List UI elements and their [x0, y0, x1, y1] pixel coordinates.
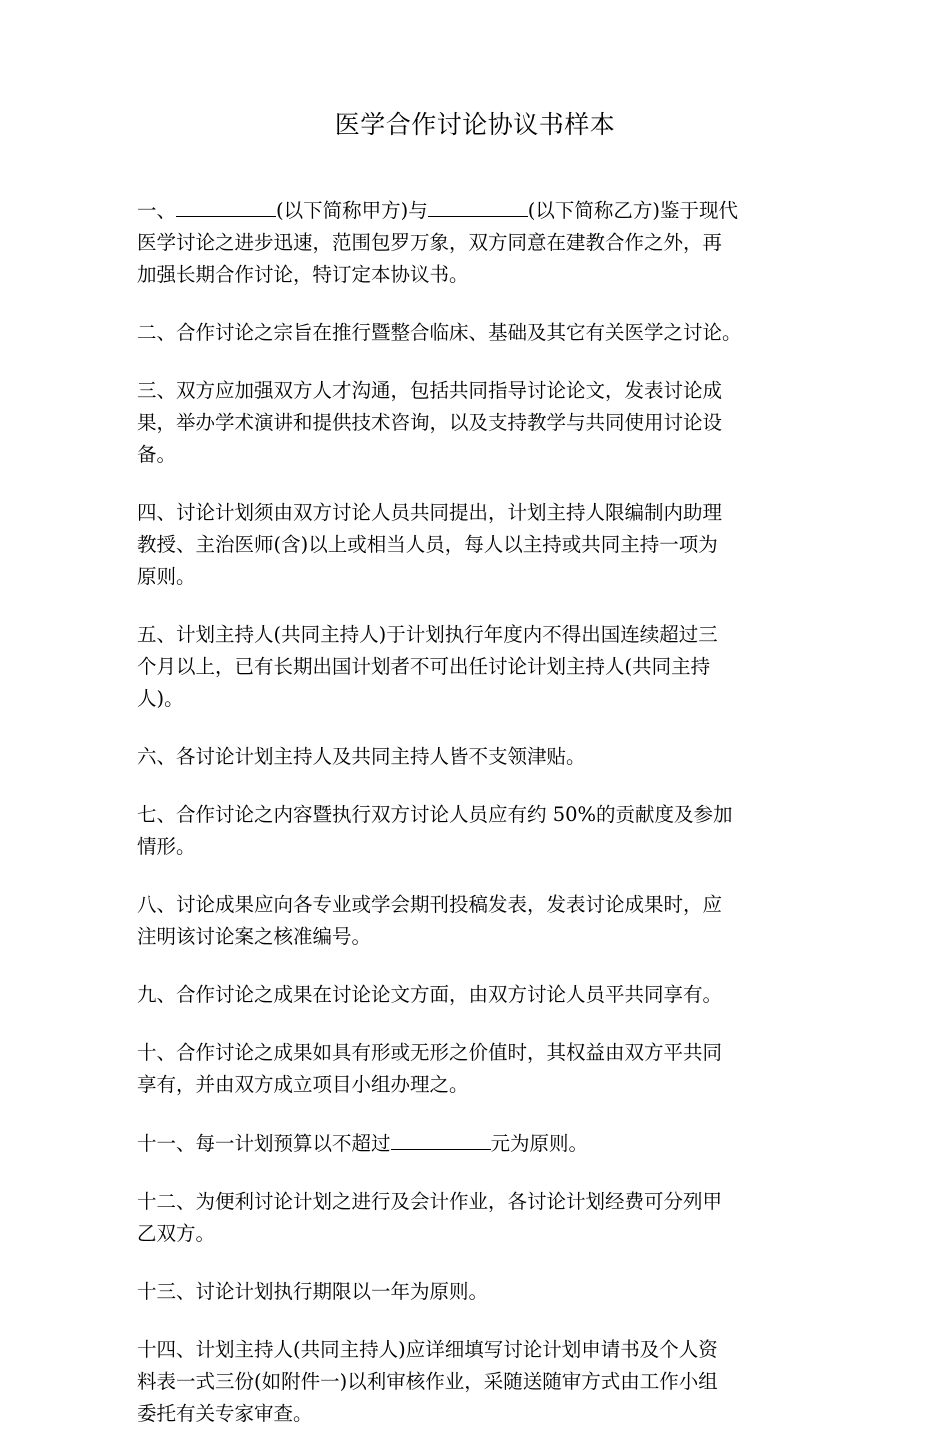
clause-line: 四、讨论计划须由双方讨论人员共同提出，计划主持人限编制内助理: [137, 501, 723, 524]
clause-line: 八、讨论成果应向各专业或学会期刊投稿发表，发表讨论成果时，应: [137, 893, 723, 916]
clause-11: [137, 1127, 827, 1160]
clause-line: 医学讨论之进步迅速，范围包罗万象，双方同意在建教合作之外，再: [137, 231, 723, 254]
clause-line: 享有，并由双方成立项目小组办理之。: [137, 1073, 469, 1096]
clause-text: 一、: [137, 199, 177, 222]
document-body: [137, 194, 827, 1456]
clause-line: 二、合作讨论之宗旨在推行暨整合临床、基础及其它有关医学之讨论。: [137, 321, 742, 344]
party-b-blank: [428, 194, 528, 217]
clause-line: 原则。: [137, 565, 196, 588]
clause-line: 五、计划主持人(共同主持人)于计划执行年度内不得出国连续超过三: [137, 623, 718, 646]
clause-9: [137, 979, 827, 1011]
clause-text: (以下简称甲方)与: [276, 199, 428, 222]
clause-line: 个月以上，已有长期出国计划者不可出任讨论计划主持人(共同主持: [137, 655, 711, 678]
clause-4: [137, 497, 827, 593]
clause-1: [137, 194, 827, 291]
clause-line: 六、各讨论计划主持人及共同主持人皆不支领津贴。: [137, 745, 586, 768]
clause-text: 十一、每一计划预算以不超过: [137, 1132, 391, 1155]
clause-line: [137, 194, 827, 227]
clause-line: 教授、主治医师(含)以上或相当人员，每人以主持或共同主持一项为: [137, 533, 718, 556]
clause-line: 注明该讨论案之核准编号。: [137, 925, 372, 948]
clause-line: 委托有关专家审查。: [137, 1402, 313, 1425]
clause-6: [137, 741, 827, 773]
party-a-blank: [176, 194, 276, 217]
budget-blank: [391, 1127, 491, 1150]
clause-line: 料表一式三份(如附件一)以利审核作业，采随送随审方式由工作小组: [137, 1370, 718, 1393]
clause-12: [137, 1186, 827, 1250]
clause-line: 九、合作讨论之成果在讨论论文方面，由双方讨论人员平共同享有。: [137, 983, 723, 1006]
clause-10: [137, 1037, 827, 1101]
clause-text: 元为原则。: [490, 1132, 589, 1155]
clause-line: 乙双方。: [137, 1222, 216, 1245]
clause-13: [137, 1276, 827, 1308]
clause-line: 加强长期合作讨论，特订定本协议书。: [137, 263, 469, 286]
clause-line: 情形。: [137, 835, 196, 858]
clause-line: 七、合作讨论之内容暨执行双方讨论人员应有约 50%的贡献度及参加: [137, 803, 733, 826]
clause-3: [137, 375, 827, 471]
clause-line: 十三、讨论计划执行期限以一年为原则。: [137, 1280, 489, 1303]
clause-line: 果，举办学术演讲和提供技术咨询，以及支持教学与共同使用讨论设: [137, 411, 723, 434]
clause-5: [137, 619, 827, 715]
clause-line: 十、合作讨论之成果如具有形或无形之价值时，其权益由双方平共同: [137, 1041, 723, 1064]
clause-text: (以下简称乙方)鉴于现代: [527, 199, 738, 222]
clause-14: [137, 1334, 827, 1430]
clause-2: [137, 317, 827, 349]
clause-line: 备。: [137, 443, 177, 466]
document-title: 医学合作讨论协议书样本: [334, 110, 616, 139]
clause-7: [137, 799, 827, 863]
clause-8: [137, 889, 827, 953]
clause-line: 三、双方应加强双方人才沟通，包括共同指导讨论论文，发表讨论成: [137, 379, 723, 402]
clause-line: 十四、计划主持人(共同主持人)应详细填写讨论计划申请书及个人资: [137, 1338, 718, 1361]
clause-line: [137, 1127, 827, 1160]
clause-line: 人)。: [137, 687, 184, 710]
clause-line: 十二、为便利讨论计划之进行及会计作业，各讨论计划经费可分列甲: [137, 1190, 723, 1213]
